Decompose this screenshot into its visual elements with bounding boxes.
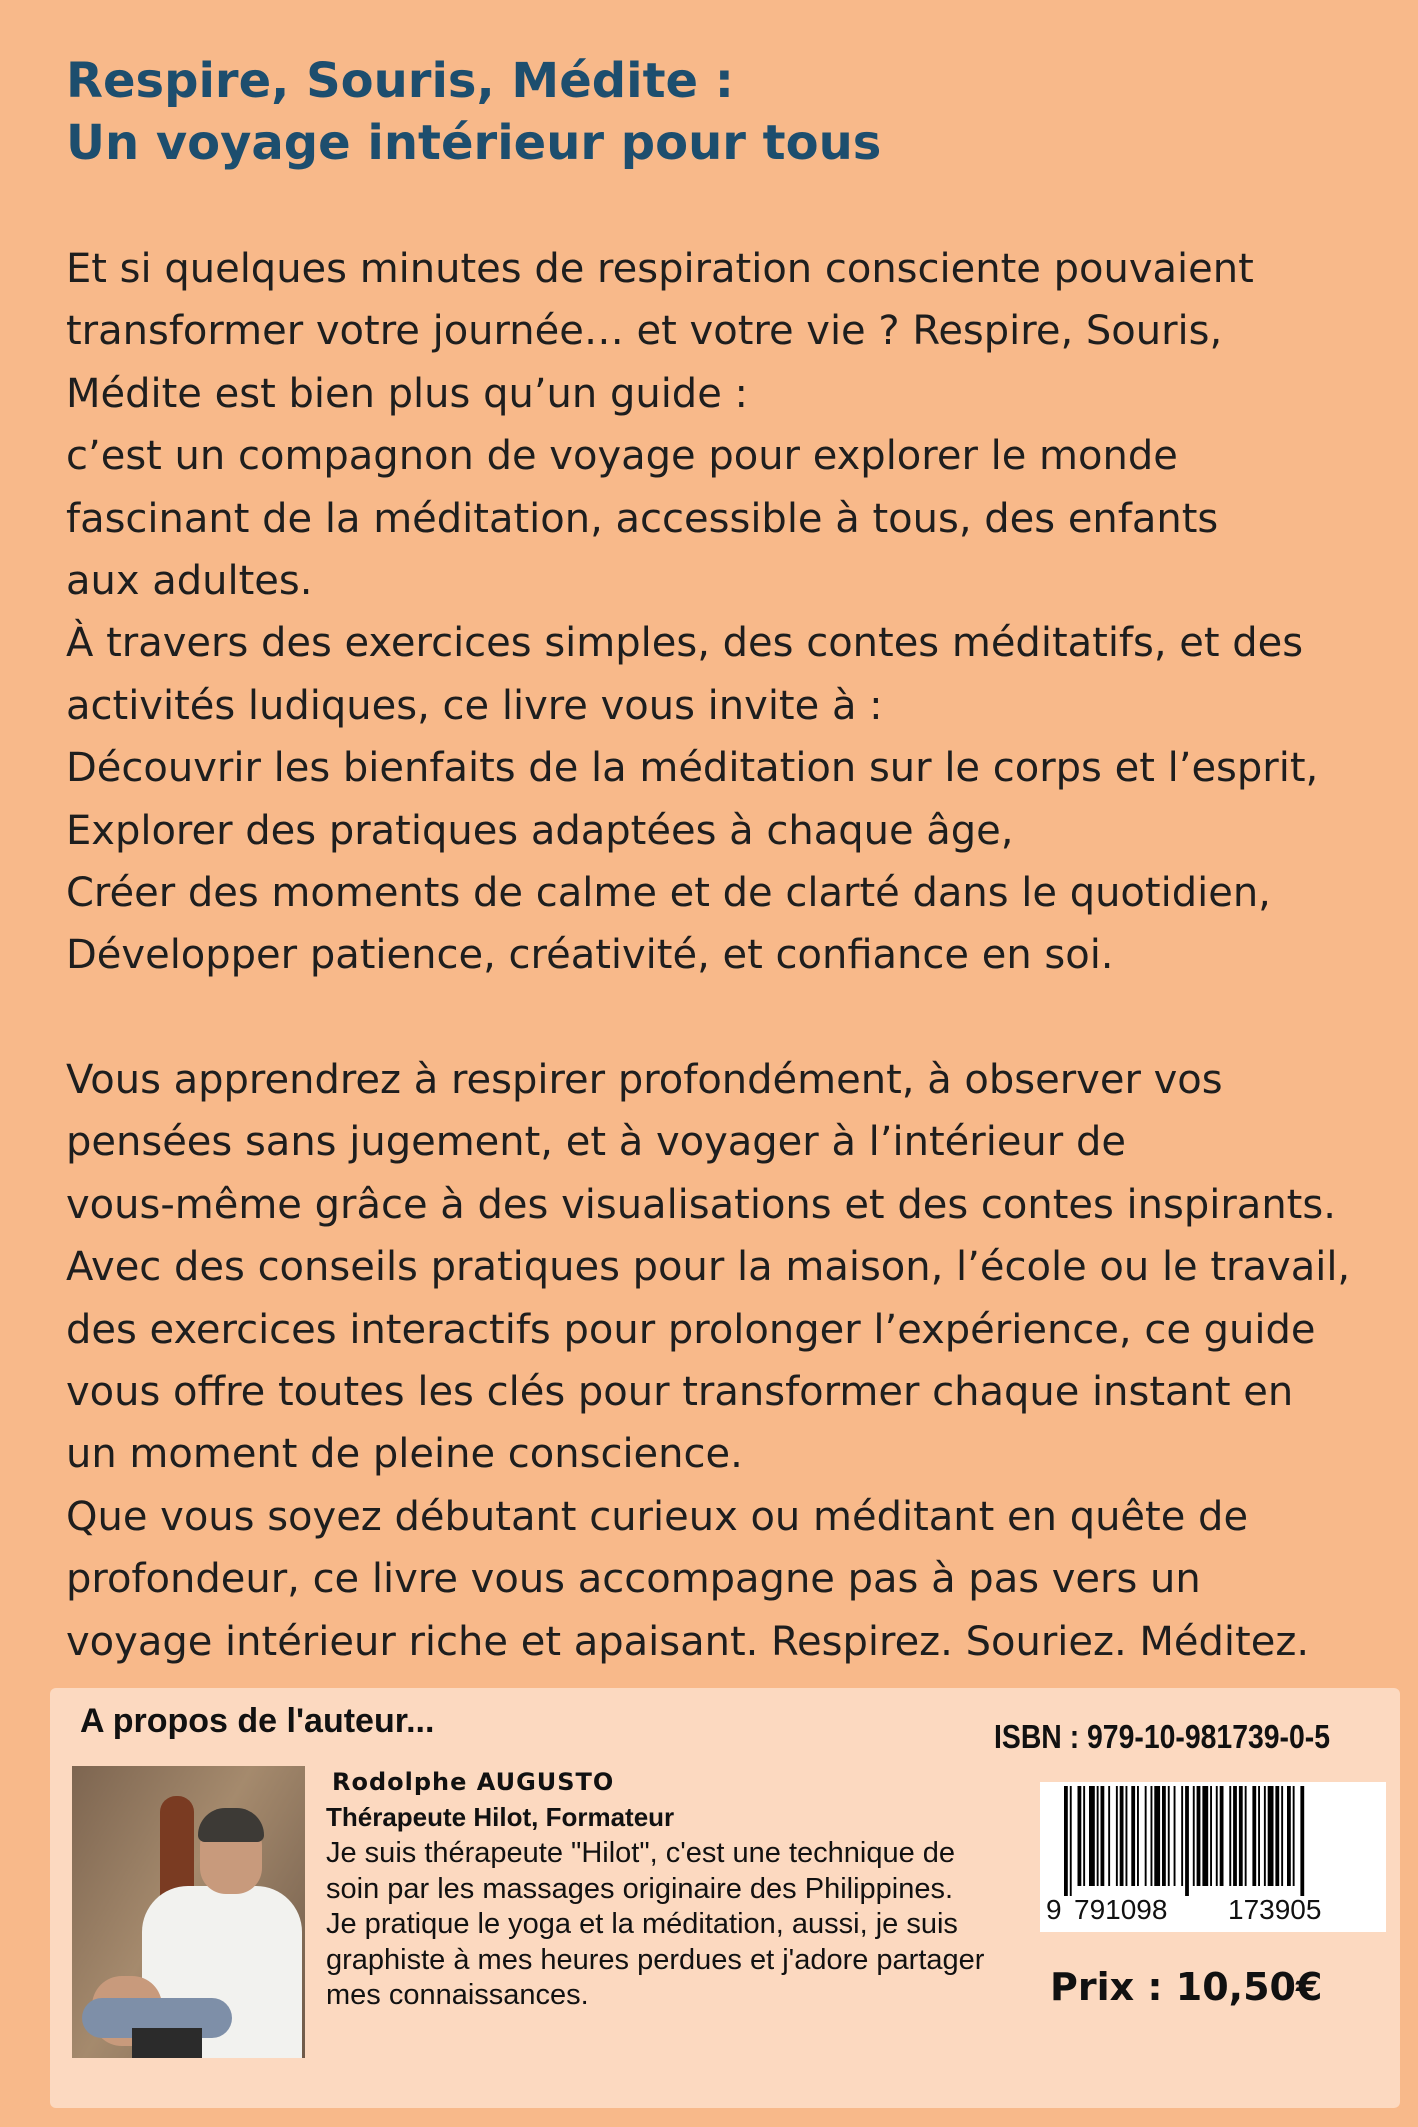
description-line: À travers des exercices simples, des contes méditatifs, et des [66, 620, 1304, 667]
description-line: fascinant de la méditation, accessible à tous, des enfants [66, 495, 1219, 542]
description-line: un moment de pleine conscience. [66, 1431, 743, 1478]
bio-line: Je pratique le yoga et la méditation, aussi, je suis [326, 1908, 958, 1940]
description-line: profondeur, ce livre vous accompagne pas à pas vers un [66, 1556, 1201, 1603]
description-line: Que vous soyez débutant curieux ou méditant en quête de [66, 1493, 1249, 1540]
barcode-bar [1108, 1786, 1110, 1886]
description-line: Découvrir les bienfaits de la méditation sur le corps et l’esprit, [66, 745, 1319, 792]
barcode-bar [1193, 1786, 1195, 1886]
barcode-bar [1131, 1786, 1135, 1886]
barcode-bar [1154, 1786, 1160, 1886]
title-line-1: Respire, Souris, Médite : [66, 53, 734, 109]
barcode-bar [1210, 1786, 1212, 1886]
description-line: activités ludiques, ce livre vous invite à : [66, 682, 883, 729]
barcode [1040, 1782, 1386, 1932]
barcode-bar [1101, 1786, 1105, 1886]
description-line: pensées sans jugement, et à voyager à l’intérieur de [66, 1119, 1126, 1166]
description-line: Et si quelques minutes de respiration consciente pouvaient [66, 246, 1254, 292]
barcode-bar [1137, 1786, 1139, 1886]
description-line: voyage intérieur riche et apaisant. Respirez. Souriez. Méditez. [66, 1618, 1310, 1665]
description-line: vous offre toutes les clés pour transformer chaque instant en [66, 1369, 1294, 1416]
description-line: des exercices interactifs pour prolonger l’expérience, ce guide [66, 1306, 1316, 1353]
author-photo [72, 1766, 305, 2058]
barcode-bar [1264, 1786, 1266, 1886]
barcode-bar [1168, 1786, 1170, 1886]
barcode-bar [1233, 1786, 1237, 1886]
description-line: vous-même grâce à des visualisations et des contes inspirants. [66, 1181, 1336, 1228]
description-line: c’est un compagnon de voyage pour explorer le monde [66, 433, 1178, 480]
barcode-bar [1229, 1786, 1231, 1886]
description-line: transformer votre journée… et votre vie ? Respire, Souris, [66, 308, 1223, 355]
author-bio [326, 1836, 984, 2014]
barcode-bar [1162, 1786, 1166, 1886]
isbn-label: ISBN : 979-10-981739-0-5 [994, 1718, 1331, 1755]
barcode-bar [1181, 1786, 1183, 1886]
barcode-bar [1197, 1786, 1201, 1886]
description-line: Créer des moments de calme et de clarté dans le quotidien, [66, 869, 1271, 916]
barcode-bar [1281, 1786, 1283, 1886]
barcode-bar [1116, 1786, 1118, 1886]
barcode-bar [1258, 1786, 1260, 1886]
barcode-bar [1064, 1786, 1068, 1896]
description-line: aux adultes. [66, 557, 313, 604]
paragraph-gap [66, 987, 1406, 1049]
barcode-bar [1083, 1786, 1085, 1886]
title-line-2: Un voyage intérieur pour tous [66, 115, 882, 171]
book-title [66, 50, 881, 174]
barcode-bar [1287, 1786, 1291, 1886]
description-line: Avec des conseils pratiques pour la maison, l’école ou le travail, [66, 1244, 1351, 1291]
barcode-bar [1097, 1786, 1099, 1886]
barcode-bar [1174, 1786, 1176, 1886]
barcode-bar [1275, 1786, 1279, 1886]
barcode-bar [1300, 1786, 1304, 1896]
barcode-bar [1245, 1786, 1247, 1886]
description-line: Explorer des pratiques adaptées à chaque âge, [66, 807, 1014, 854]
barcode-bar [1268, 1786, 1274, 1886]
barcode-bar [1252, 1786, 1256, 1886]
bio-line: graphiste à mes heures perdues et j'adore partager [326, 1943, 985, 1976]
description-line: Développer patience, créativité, et confiance en soi. [66, 932, 1114, 979]
barcode-first-digit: 9 [1046, 1894, 1062, 1925]
barcode-bar [1078, 1786, 1082, 1886]
barcode-bar [1089, 1786, 1095, 1886]
about-author-heading: A propos de l'auteur... [80, 1702, 435, 1740]
barcode-bar [1145, 1786, 1147, 1886]
barcode-bar [1070, 1786, 1072, 1896]
barcode-bar [1202, 1786, 1208, 1886]
barcode-group-1: 791098 [1074, 1894, 1168, 1925]
barcode-bar [1293, 1786, 1295, 1886]
bio-line: Je suis thérapeute "Hilot", c'est une technique de [326, 1837, 956, 1869]
barcode-bar [1151, 1786, 1153, 1886]
barcode-bar [1126, 1786, 1128, 1886]
author-role: Thérapeute Hilot, Formateur [326, 1802, 675, 1832]
bio-line: mes connaissances. [326, 1979, 589, 2011]
barcode-bar [1216, 1786, 1218, 1886]
book-description [66, 238, 1406, 1673]
barcode-bar [1185, 1786, 1189, 1896]
price-label: Prix : 10,50€ [1050, 1965, 1323, 2009]
description-line: Vous apprendrez à respirer profondément, à observer vos [66, 1057, 1223, 1104]
description-line: Médite est bien plus qu’un guide : [66, 370, 748, 417]
barcode-group-2: 173905 [1228, 1894, 1322, 1925]
barcode-bar [1239, 1786, 1243, 1886]
barcode-bar [1220, 1786, 1224, 1886]
bio-line: soin par les massages originaire des Philippines. [326, 1872, 954, 1905]
author-name: Rodolphe AUGUSTO [332, 1768, 615, 1796]
barcode-bars [1050, 1786, 1376, 1896]
barcode-bar [1120, 1786, 1124, 1886]
